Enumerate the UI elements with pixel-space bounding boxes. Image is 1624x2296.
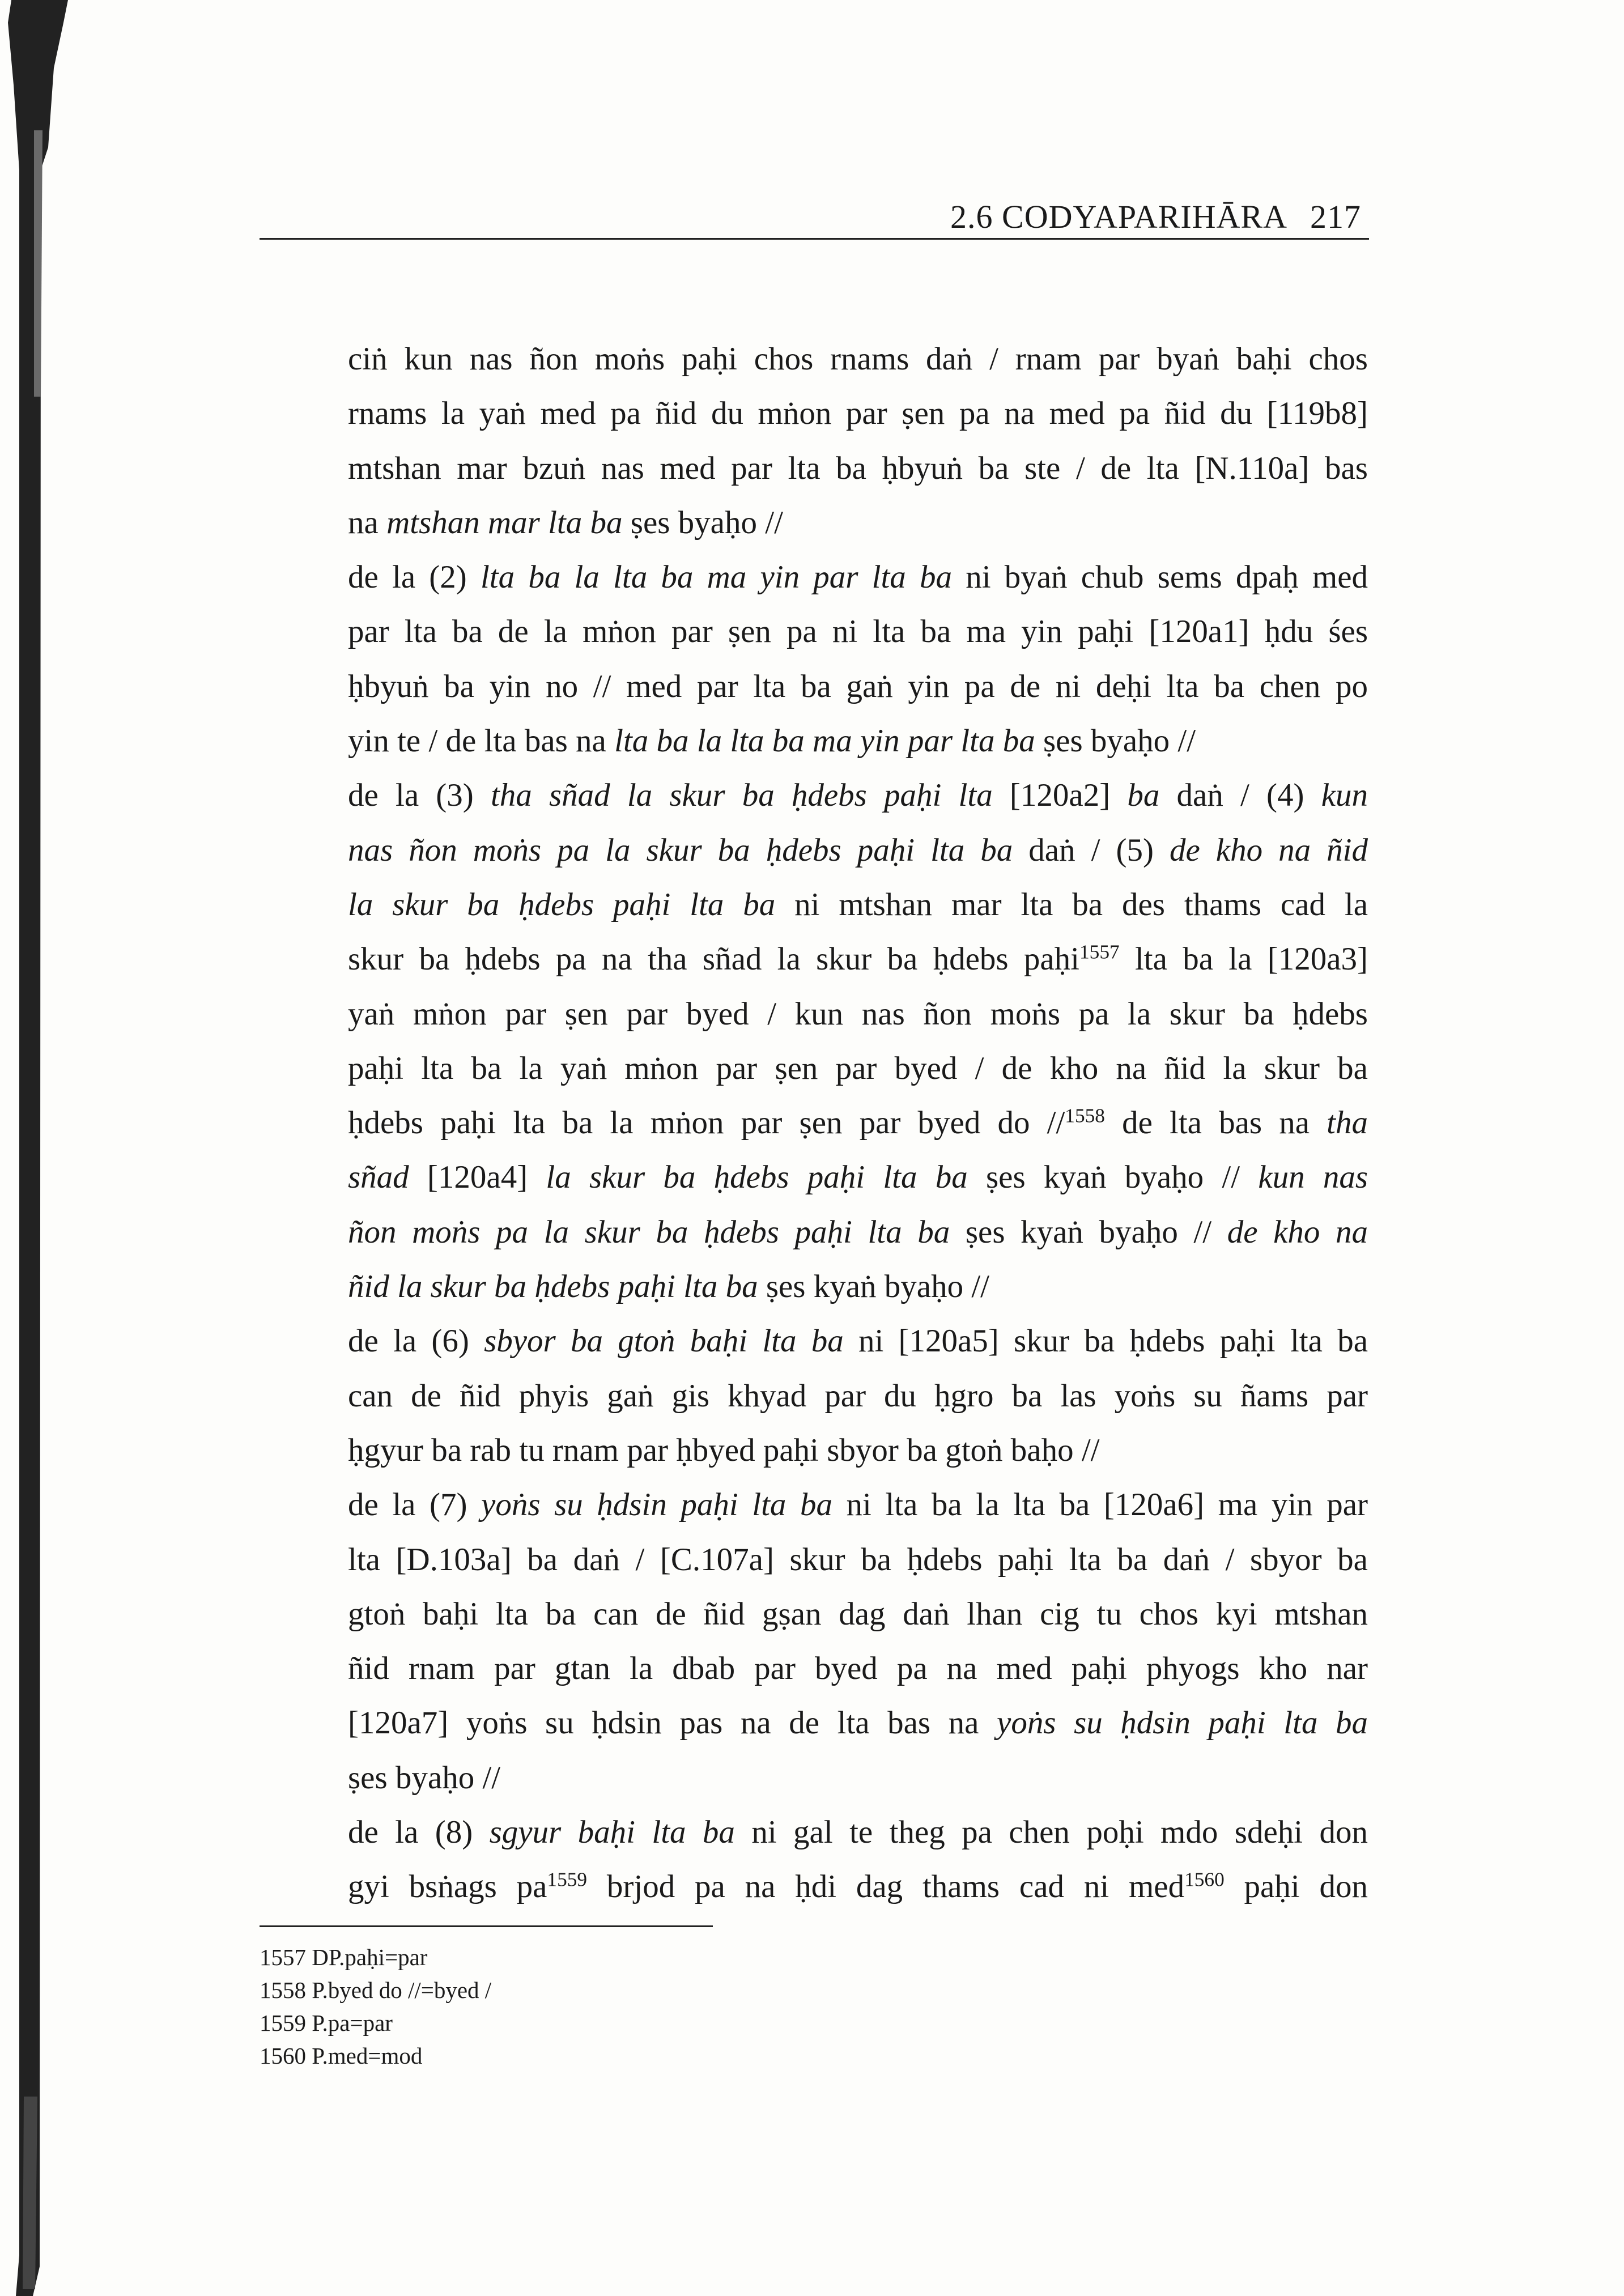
text-run: [120a4]: [409, 1159, 546, 1196]
text-run: ni byaṅ chub sems dpaḥ med: [952, 559, 1368, 596]
text-run: ni gal te theg pa chen poḥi mdo sdeḥi don: [734, 1814, 1368, 1851]
text-run: [120a2]: [992, 777, 1128, 814]
text-line: [348, 1533, 1368, 1587]
italic-term: mtshan mar lta ba: [386, 504, 623, 541]
text-run: de la (6): [348, 1323, 484, 1359]
text-line: [348, 386, 1368, 441]
text-run: de la (2): [348, 559, 481, 596]
italic-term: la skur ba ḥdebs paḥi lta ba: [348, 886, 776, 922]
text-run: de lta bas na: [1104, 1105, 1327, 1141]
text-run: paḥi don: [1224, 1869, 1368, 1905]
text-line: [348, 987, 1368, 1041]
text-run: ṣes kyaṅ byaḥo //: [950, 1214, 1227, 1250]
text-run: ni mtshan mar lta ba des thams cad la: [775, 886, 1368, 922]
running-header: [260, 199, 1369, 240]
text-run: par lta ba de la mṅon par ṣen pa ni lta ba ma yin paḥi [120a1] ḥdu śes: [348, 614, 1368, 650]
text-line: [348, 1642, 1368, 1696]
text-run: de la (7): [348, 1487, 482, 1523]
italic-term: nas ñon moṅs pa la skur ba ḥdebs paḥi lta ba: [348, 832, 1013, 868]
text-run: lta [D.103a] ba daṅ / [C.107a] skur ba ḥdebs paḥi lta ba daṅ / sbyor ba: [348, 1541, 1368, 1578]
text-run: ḥgyur ba rab tu rnam par ḥbyed paḥi sbyor ba gtoṅ baḥo //: [348, 1432, 1100, 1468]
footnote-ref: 1560: [1184, 1868, 1225, 1891]
footnote: 1560 P.med=mod: [260, 2043, 423, 2069]
text-run: na: [348, 504, 387, 541]
text-run: ṣes byaḥo //: [348, 1759, 501, 1796]
italic-term: sbyor ba gtoṅ baḥi lta ba: [484, 1323, 844, 1359]
text-line: [348, 496, 1368, 550]
italic-term: lta ba la lta ba ma yin par lta ba: [614, 723, 1035, 759]
section-title: 2.6 CODYAPARIHĀRA: [950, 198, 1287, 235]
text-run: gtoṅ baḥi lta ba can de ñid gṣan dag daṅ lhan cig tu chos kyi mtshan: [348, 1596, 1368, 1632]
footnote-ref: 1558: [1065, 1104, 1105, 1127]
italic-term: sñad: [348, 1159, 409, 1196]
italic-term: ñid la skur ba ḥdebs paḥi lta ba: [348, 1269, 758, 1305]
text-run: yin te / de lta bas na: [348, 723, 615, 759]
text-line: [348, 1096, 1368, 1150]
text-line: [348, 605, 1368, 659]
text-run: de la (3): [348, 777, 491, 814]
text-run: de la (8): [348, 1814, 490, 1851]
text-run: ni [120a5] skur ba ḥdebs paḥi lta ba: [843, 1323, 1368, 1359]
italic-term: de kho na ñid: [1169, 832, 1368, 868]
italic-term: tha sñad la skur ba ḥdebs paḥi lta: [490, 777, 993, 814]
text-line: [348, 932, 1368, 987]
italic-term: tha: [1327, 1105, 1368, 1141]
footnote-rule: [260, 1925, 713, 1927]
footnotes: [260, 1941, 491, 2072]
text-run: lta ba la [120a3]: [1119, 941, 1368, 977]
text-line: [348, 1587, 1368, 1642]
text-line: [348, 714, 1368, 768]
text-run: can de ñid phyis gaṅ gis khyad par du ḥgro ba las yoṅs su ñams par: [348, 1377, 1368, 1414]
text-run: ni lta ba la lta ba [120a6] ma yin par: [832, 1487, 1368, 1523]
italic-term: yoṅs su ḥdsin paḥi lta ba: [481, 1487, 832, 1523]
text-run: ṣes kyaṅ byaḥo //: [967, 1159, 1259, 1196]
page-number: 217: [1310, 198, 1361, 235]
text-run: paḥi lta ba la yaṅ mṅon par ṣen par byed / de kho na ñid la skur ba: [348, 1050, 1368, 1086]
text-line: [348, 1860, 1368, 1914]
text-run: mtshan mar bzuṅ nas med par lta ba ḥbyuṅ ba ste / de lta [N.110a] bas: [348, 450, 1368, 486]
text-line: [348, 1150, 1368, 1205]
text-line: [348, 1314, 1368, 1368]
text-run: yaṅ mṅon par ṣen par byed / kun nas ñon moṅs pa la skur ba ḥdebs: [348, 996, 1368, 1032]
text-line: [348, 1260, 1368, 1314]
italic-term: lta ba la lta ba ma yin par lta ba: [480, 559, 952, 596]
italic-term: la skur ba ḥdebs paḥi lta ba: [546, 1159, 968, 1196]
text-line: [348, 1805, 1368, 1860]
text-line: [348, 332, 1368, 386]
header-text: [950, 198, 1361, 236]
text-run: daṅ / (5): [1013, 832, 1170, 868]
footnote-ref: 1557: [1079, 941, 1120, 963]
text-line: [348, 660, 1368, 714]
text-line: [348, 823, 1368, 878]
italic-term: kun nas: [1258, 1159, 1368, 1196]
footnote: 1557 DP.paḥi=par: [260, 1944, 428, 1970]
text-run: ciṅ kun nas ñon moṅs paḥi chos rnams daṅ / rnam par byaṅ baḥi chos: [348, 341, 1368, 377]
text-run: ṣes kyaṅ byaḥo //: [758, 1269, 990, 1305]
text-line: [348, 1751, 1368, 1805]
text-run: ṣes byaḥo //: [622, 504, 783, 541]
text-run: ḥdebs paḥi lta ba la mṅon par ṣen par byed do //: [348, 1105, 1065, 1141]
italic-term: sgyur baḥi lta ba: [489, 1814, 735, 1851]
text-run: daṅ / (4): [1159, 777, 1321, 814]
text-run: brjod pa na ḥdi dag thams cad ni med: [587, 1869, 1185, 1905]
text-line: [348, 768, 1368, 823]
text-run: ḥbyuṅ ba yin no // med par lta ba gaṅ yin pa de ni deḥi lta ba chen po: [348, 668, 1368, 704]
text-line: [348, 441, 1368, 496]
footnote: 1559 P.pa=par: [260, 2010, 393, 2036]
text-line: [348, 550, 1368, 605]
footnote-ref: 1559: [547, 1868, 588, 1891]
text-run: gyi bsṅags pa: [348, 1869, 547, 1905]
text-line: [348, 1423, 1368, 1478]
text-line: [348, 1696, 1368, 1750]
italic-term: kun: [1321, 777, 1368, 814]
text-line: [348, 1205, 1368, 1260]
text-line: [348, 1478, 1368, 1532]
italic-term: ba: [1127, 777, 1160, 814]
text-run: rnams la yaṅ med pa ñid du mṅon par ṣen pa na med pa ñid du [119b8]: [348, 396, 1368, 432]
italic-term: de kho na: [1227, 1214, 1368, 1250]
text-line: [348, 1041, 1368, 1096]
text-run: ñid rnam par gtan la dbab par byed pa na med paḥi phyogs kho nar: [348, 1651, 1368, 1687]
text-line: [348, 878, 1368, 932]
binding-shadow: [0, 0, 79, 2296]
text-run: [120a7] yoṅs su ḥdsin pas na de lta bas na: [348, 1705, 997, 1741]
text-line: [348, 1369, 1368, 1423]
text-run: ṣes byaḥo //: [1035, 723, 1196, 759]
italic-term: ñon moṅs pa la skur ba ḥdebs paḥi lta ba: [348, 1214, 950, 1250]
text-run: skur ba ḥdebs pa na tha sñad la skur ba ḥdebs paḥi: [348, 941, 1080, 977]
footnote: 1558 P.byed do //=byed /: [260, 1977, 492, 2003]
body-text: [348, 332, 1368, 1915]
italic-term: yoṅs su ḥdsin paḥi lta ba: [997, 1705, 1368, 1741]
